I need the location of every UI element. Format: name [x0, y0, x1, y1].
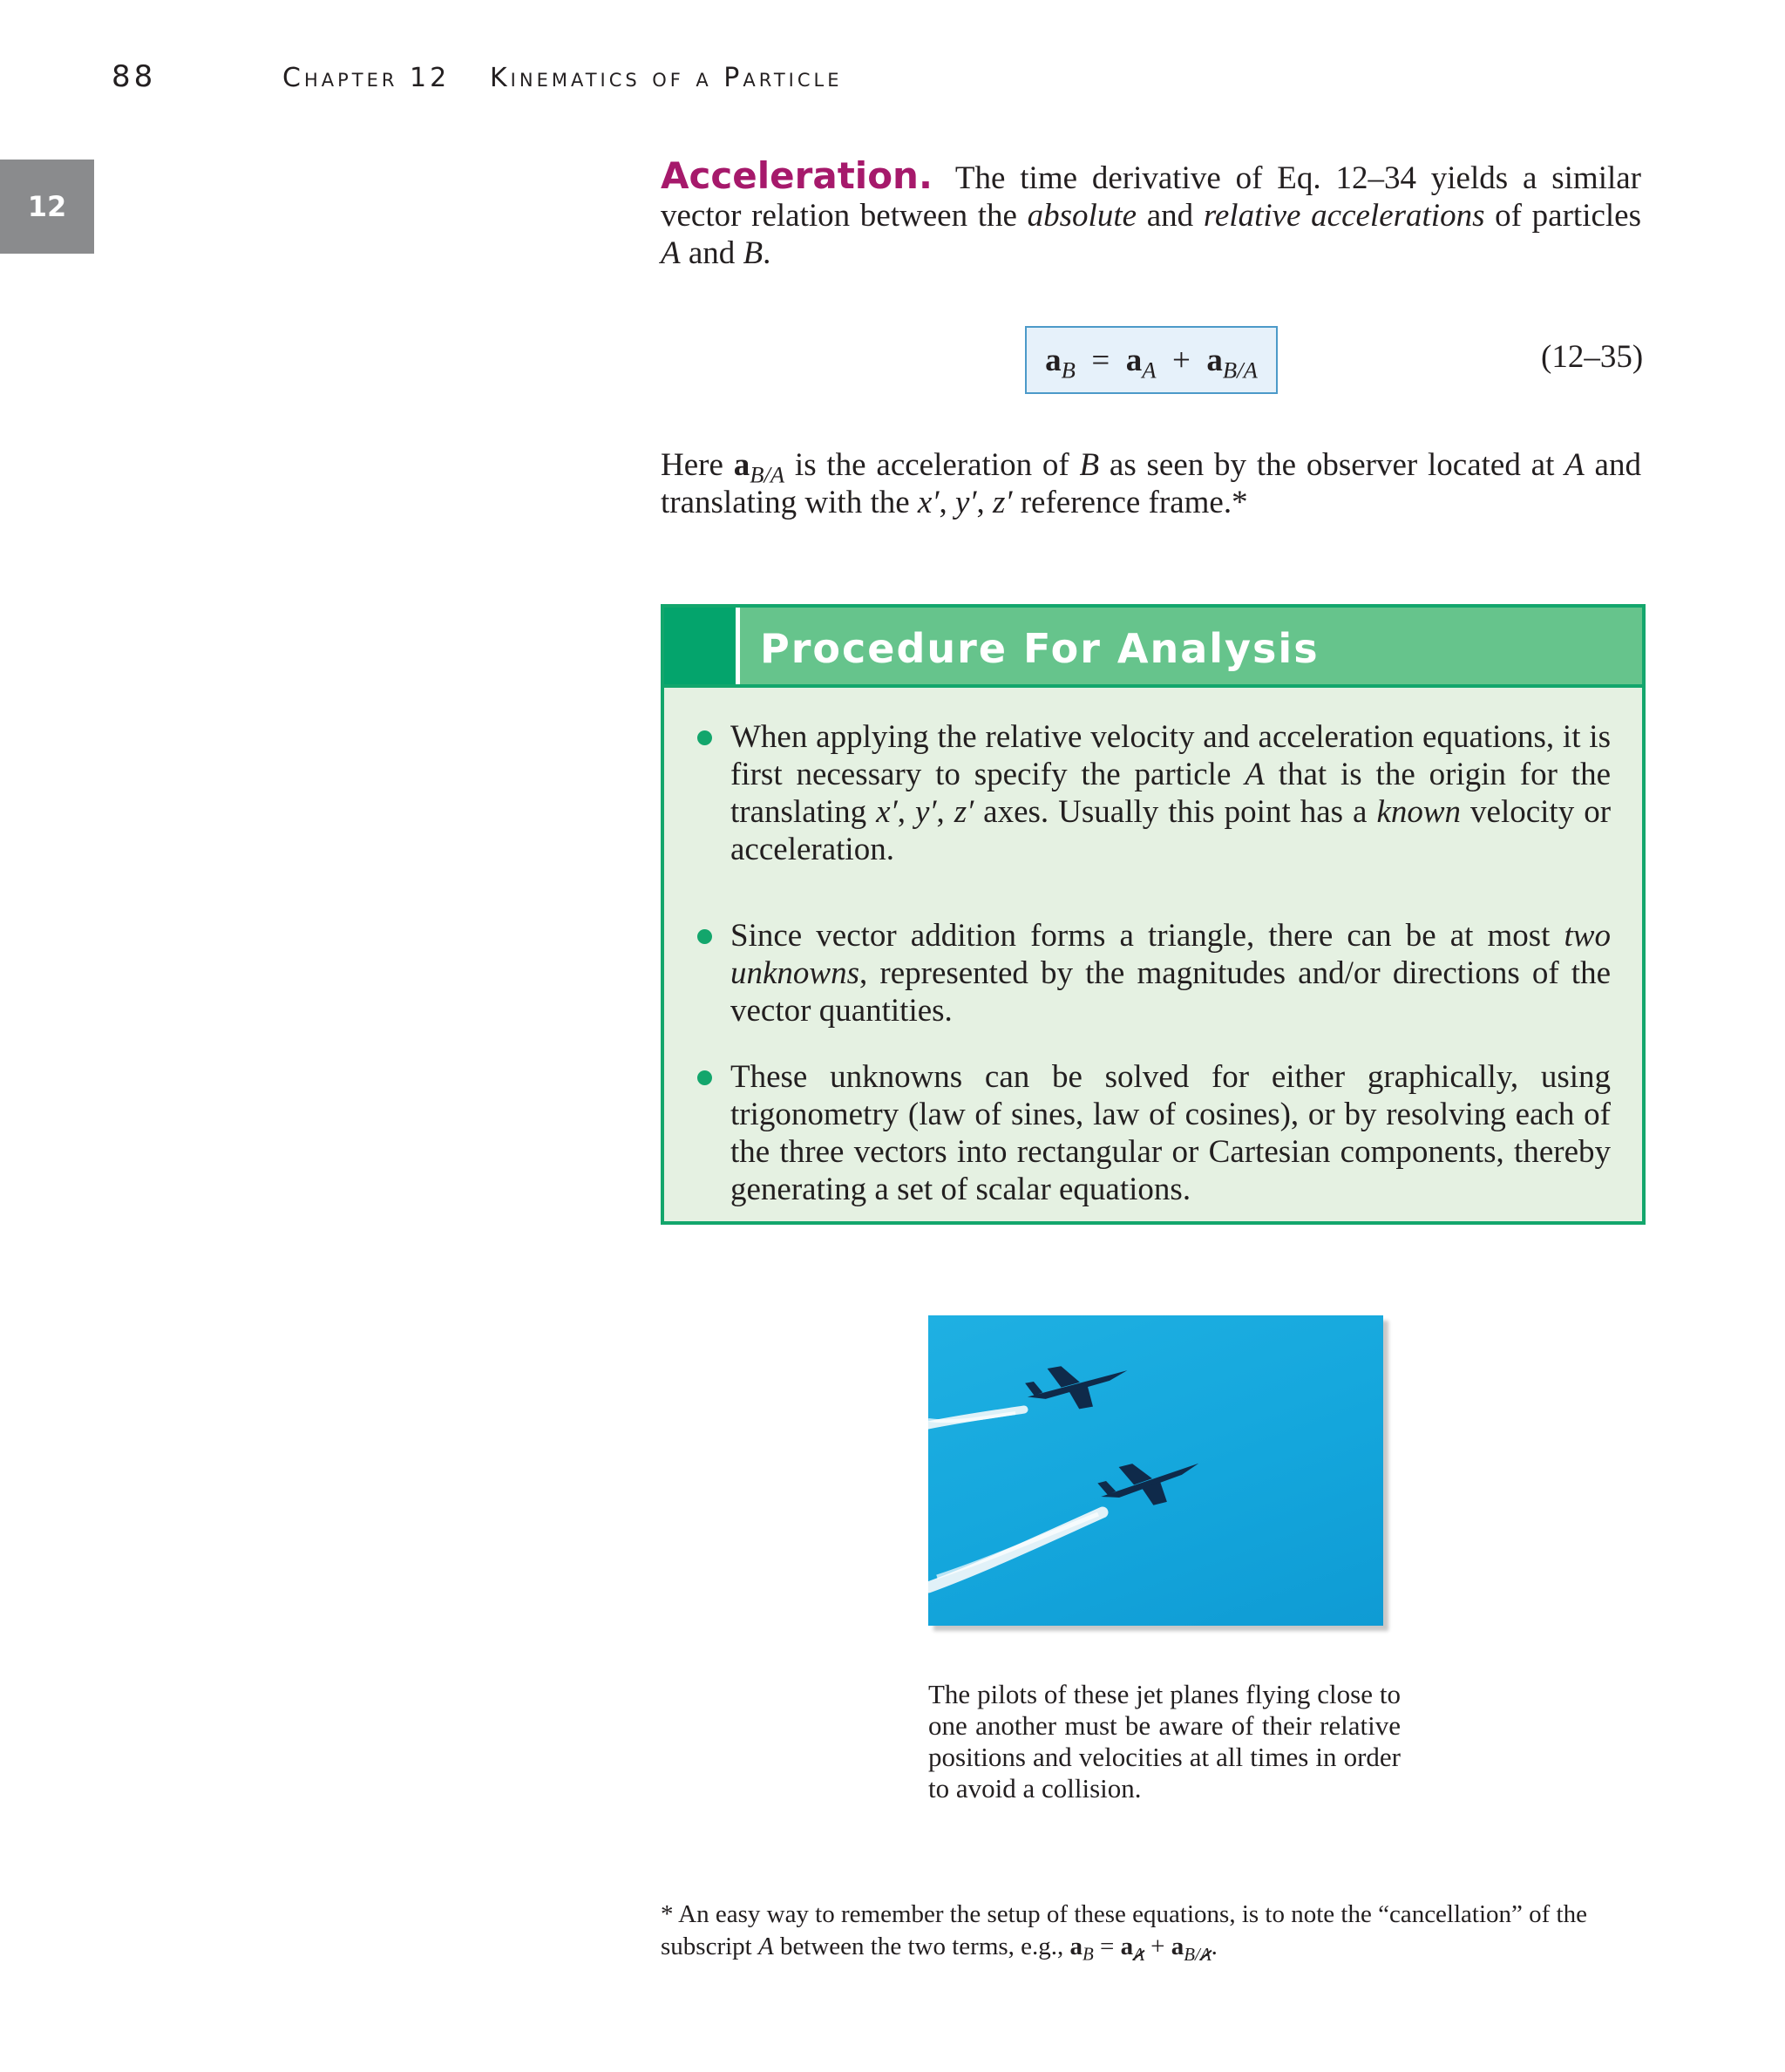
contrail-lower-wisp — [937, 1514, 1098, 1577]
variable: z′ — [992, 485, 1013, 520]
vector-a: a — [1171, 1933, 1184, 1960]
equation-number: (12–35) — [1541, 339, 1644, 375]
variable: y′ — [914, 794, 937, 830]
chapter-tab[interactable]: 12 — [0, 160, 94, 254]
procedure-bullet — [730, 718, 1611, 868]
variable: A — [757, 1933, 774, 1960]
separator: , — [939, 485, 955, 520]
text: * An easy way to remember the setup of these equations, is to note the “cancellation” of the subscript — [661, 1900, 1587, 1960]
text: and translating with the — [661, 447, 1641, 520]
separator: , — [897, 794, 915, 830]
text: velocity or acceleration. — [730, 794, 1612, 867]
variable: A — [661, 235, 681, 271]
header-accent — [664, 608, 736, 684]
text: that is the origin for the translating — [730, 757, 1611, 830]
chapter-label: Chapter 12 — [282, 63, 451, 93]
variable: A — [1564, 447, 1585, 483]
jet-upper — [1023, 1355, 1132, 1417]
separator: , — [976, 485, 993, 520]
vector-a: a — [733, 447, 750, 483]
photo-caption: The pilots of these jet planes flying close to one another must be aware of their relative positions and velocities at all times in order to avoid a collision. — [928, 1679, 1401, 1804]
variable: A — [1245, 757, 1265, 792]
text: and — [1137, 198, 1204, 234]
chapter-title: Kinematics of a Particle — [490, 63, 843, 93]
text: between the two terms, e.g., — [773, 1933, 1070, 1960]
vector-a: a — [1045, 342, 1062, 378]
equals-sign: = — [1091, 342, 1110, 378]
procedure-title: Procedure For Analysis — [760, 625, 1320, 672]
separator: , — [936, 794, 954, 830]
jet-planes-illustration — [928, 1315, 1383, 1626]
vector-a: a — [1206, 342, 1223, 378]
procedure-bullet — [730, 917, 1611, 1029]
equation — [1045, 342, 1258, 384]
emphasis: known — [1376, 794, 1462, 830]
text: of particles — [1484, 198, 1641, 234]
header-divider — [736, 608, 740, 684]
subscript: A — [1142, 357, 1157, 384]
subscript: B/ — [1184, 1943, 1200, 1965]
footnote: * An easy way to remember the setup of these equations, is to note the “cancellation” of the subscript A between the two terms, e.g., $a_B = a_A + a_{B/A}$. — [661, 1900, 1587, 1965]
text: reference frame.* — [1012, 485, 1248, 520]
emphasis: relative accelerations — [1203, 198, 1485, 234]
text: is the acceleration of — [784, 447, 1080, 483]
variable: x′ — [876, 794, 898, 830]
vector-a: a — [1125, 342, 1143, 378]
emphasis: absolute — [1027, 198, 1137, 234]
bullet-icon — [697, 1070, 712, 1085]
variable: y′ — [954, 485, 977, 520]
text: These unknowns can be solved for either graphically, using trigonometry (law of sines, law of cosines), or by resolving each of the three vectors into rectangular or Cartesian components, thereby generating a set of scalar equations. — [730, 1059, 1611, 1207]
text: and — [680, 235, 743, 271]
explanation-paragraph — [661, 446, 1641, 521]
text: axes. Usually this point has a — [974, 794, 1377, 830]
vector-a: a — [1120, 1933, 1134, 1960]
vector-a: a — [1069, 1933, 1083, 1960]
page-number: 88 — [112, 59, 157, 94]
bullet-icon — [697, 730, 712, 745]
subscript: B/A — [750, 461, 785, 488]
subscript: B — [1083, 1943, 1094, 1965]
text: When applying the relative velocity and acceleration equations, it is first necessary to specify the particle — [730, 719, 1611, 792]
section-heading: Acceleration. — [661, 154, 933, 197]
subscript: B/A — [1222, 357, 1258, 384]
text: Here — [661, 447, 734, 483]
emphasis: two unknowns — [730, 918, 1611, 991]
equation-box — [1025, 326, 1278, 394]
acceleration-paragraph — [661, 154, 1641, 272]
text: Since vector addition forms a triangle, there can be at most — [730, 918, 1564, 954]
text: The time derivative of Eq. 12–34 yields a similar vector relation between the — [661, 160, 1641, 234]
plus-sign: + — [1172, 342, 1191, 378]
procedure-box — [661, 604, 1646, 1225]
plus-sign: + — [1150, 1933, 1165, 1960]
text: as seen by the observer located at — [1099, 447, 1565, 483]
variable: B — [1079, 447, 1100, 483]
procedure-header — [664, 608, 1642, 688]
procedure-bullet — [730, 1058, 1611, 1208]
subscript: B — [1061, 357, 1076, 384]
bullet-icon — [697, 929, 712, 944]
variable: z′ — [954, 794, 974, 830]
jet-lower — [1095, 1448, 1205, 1517]
text: . — [763, 235, 771, 271]
equals-sign: = — [1100, 1933, 1115, 1960]
jet-planes-photo — [928, 1315, 1383, 1626]
text: , represented by the magnitudes and/or directions of the vector quantities. — [730, 955, 1611, 1029]
variable: x′ — [917, 485, 940, 520]
text: . — [1211, 1933, 1218, 1960]
variable: B — [743, 235, 764, 271]
